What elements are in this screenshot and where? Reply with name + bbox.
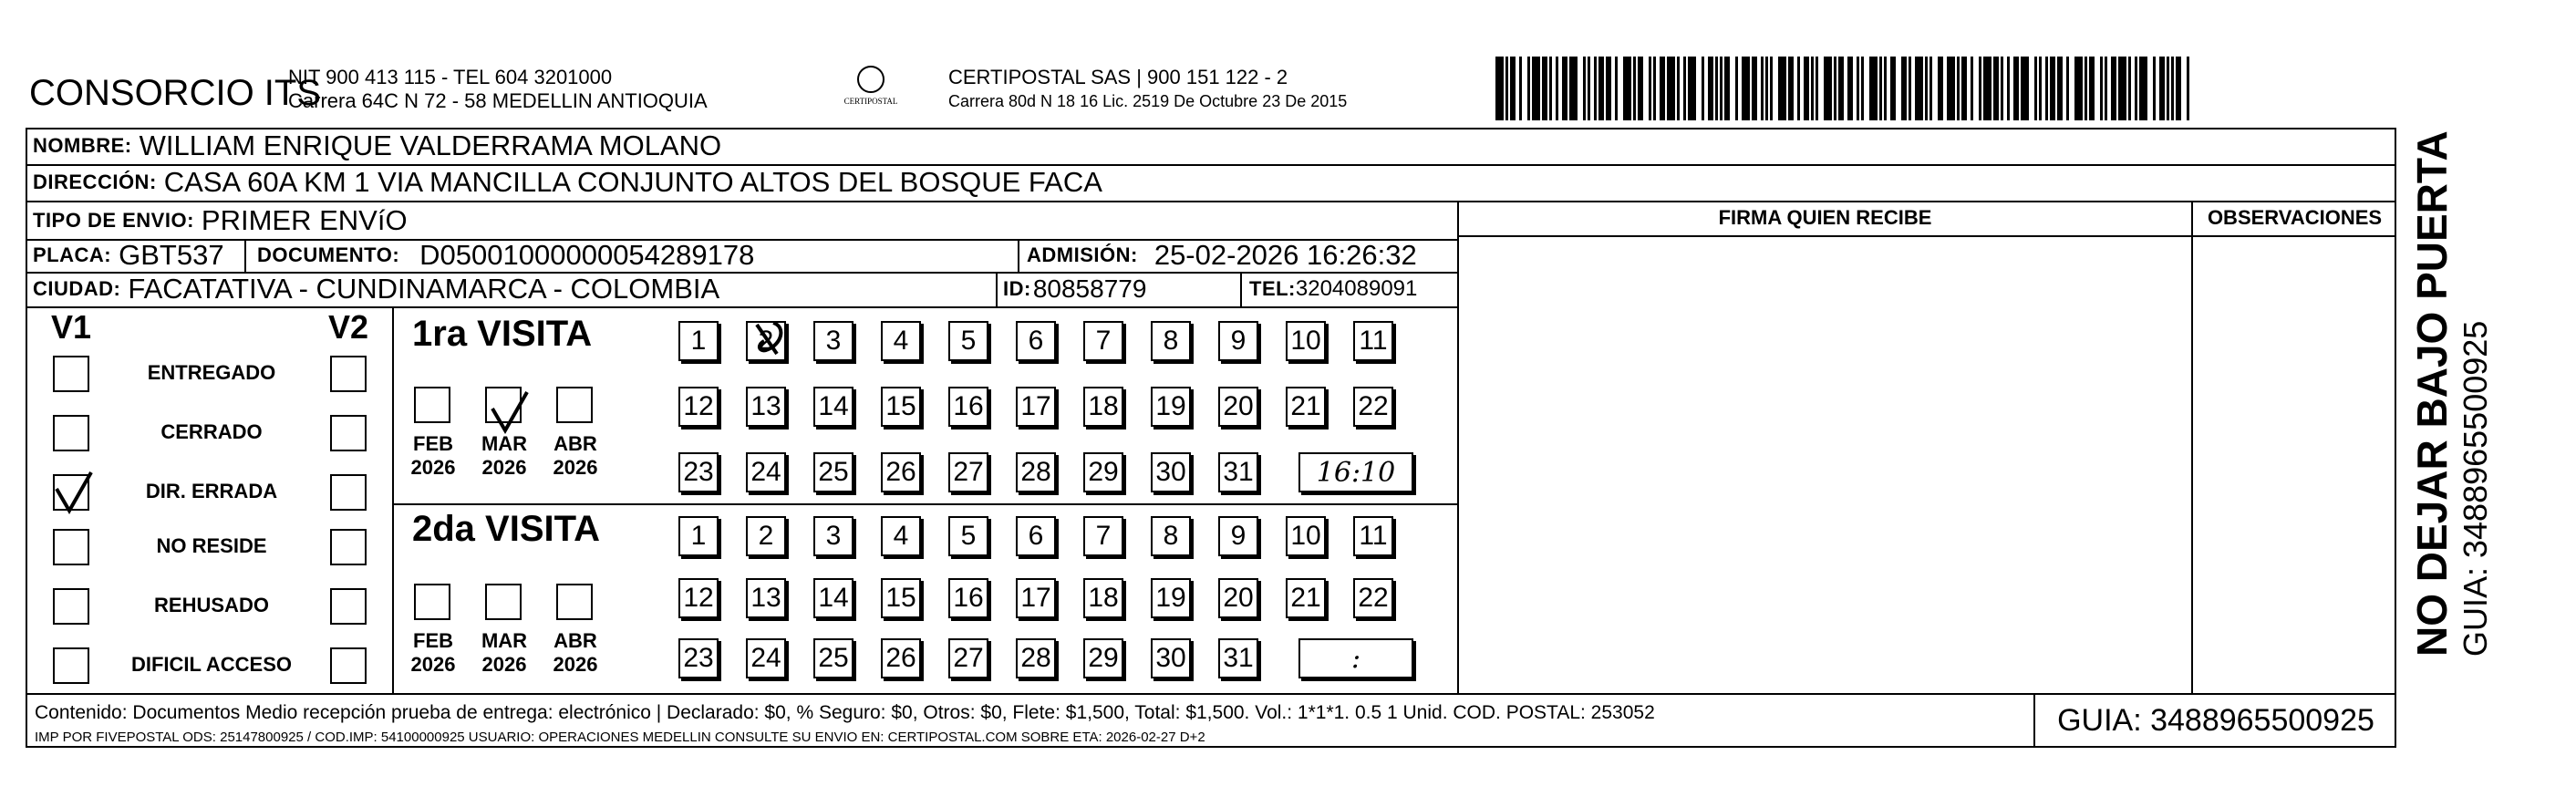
status-label: CERRADO	[160, 420, 263, 443]
day-number: 20	[1223, 391, 1254, 421]
day-number: 22	[1358, 583, 1389, 613]
month-year: 2026	[481, 456, 527, 479]
day-number: 18	[1088, 391, 1119, 421]
month-year: 2026	[553, 456, 598, 479]
day-number: 8	[1163, 521, 1179, 551]
tel-value: 3204089091	[1295, 276, 1418, 301]
v1-checkbox[interactable]	[53, 647, 89, 684]
day-box[interactable]	[813, 516, 853, 556]
day-box[interactable]	[678, 516, 719, 556]
v2-checkbox[interactable]	[330, 415, 367, 451]
month-name: ABR	[553, 432, 597, 455]
company-info	[288, 66, 708, 113]
day-box[interactable]	[1218, 452, 1258, 492]
v2-checkbox[interactable]	[330, 356, 367, 392]
direccion-label: DIRECCIÓN:	[33, 171, 157, 193]
status-label: REHUSADO	[154, 594, 269, 616]
month-label	[472, 629, 536, 677]
day-number: 10	[1290, 326, 1321, 356]
day-box[interactable]	[746, 638, 786, 678]
v1-header: V1	[51, 308, 92, 346]
day-box[interactable]	[813, 578, 853, 618]
v1-checkbox[interactable]	[53, 415, 89, 451]
day-number: 17	[1020, 583, 1051, 613]
day-box[interactable]	[1353, 387, 1393, 427]
day-box[interactable]	[1151, 516, 1191, 556]
day-number: 19	[1155, 583, 1186, 613]
observaciones-header: OBSERVACIONES	[2207, 206, 2383, 229]
id-value: 80858779	[1032, 274, 1147, 303]
day-number: 21	[1290, 583, 1321, 613]
status-label: DIR. ERRADA	[145, 480, 278, 502]
day-box[interactable]	[746, 321, 786, 361]
day-box[interactable]	[746, 452, 786, 492]
v2-header: V2	[328, 308, 369, 346]
certipostal-info	[948, 66, 1347, 113]
day-box[interactable]	[746, 516, 786, 556]
day-box[interactable]	[1083, 387, 1123, 427]
day-box[interactable]	[678, 638, 719, 678]
day-number: 24	[750, 457, 781, 487]
day-number: 19	[1155, 391, 1186, 421]
day-number: 7	[1095, 326, 1112, 356]
day-box[interactable]	[948, 387, 988, 427]
v2-checkbox[interactable]	[330, 474, 367, 511]
day-box[interactable]	[1151, 387, 1191, 427]
tipo-row	[33, 202, 408, 239]
day-number: 29	[1088, 643, 1119, 673]
v1-checkbox[interactable]	[53, 474, 89, 511]
month-year: 2026	[553, 653, 598, 676]
no-dejar-text: NO DEJAR BAJO PUERTA	[2408, 130, 2456, 657]
month-label	[401, 432, 465, 480]
admision-label: ADMISIÓN:	[1027, 243, 1138, 266]
day-number: 13	[750, 583, 781, 613]
day-box[interactable]	[678, 387, 719, 427]
month-checkbox[interactable]	[414, 584, 450, 620]
visit1-title: 1ra VISITA	[412, 314, 593, 354]
day-box[interactable]	[881, 387, 921, 427]
logo-emblem-icon	[857, 66, 885, 93]
day-number: 10	[1290, 521, 1321, 551]
day-box[interactable]	[746, 578, 786, 618]
v2-checkbox[interactable]	[330, 647, 367, 684]
day-number: 3	[825, 521, 842, 551]
ciudad-row	[33, 272, 719, 306]
day-number: 1	[690, 326, 707, 356]
time-box[interactable]	[1298, 452, 1413, 492]
month-label	[401, 629, 465, 677]
day-box[interactable]	[813, 387, 853, 427]
v2-checkbox[interactable]	[330, 529, 367, 565]
day-box[interactable]	[1083, 321, 1123, 361]
direccion-row	[33, 164, 1102, 201]
day-box[interactable]	[1286, 578, 1326, 618]
day-number: 11	[1359, 326, 1388, 356]
month-checkbox[interactable]	[485, 584, 522, 620]
month-year: 2026	[410, 653, 456, 676]
id-row	[1003, 272, 1146, 306]
id-label: ID:	[1003, 277, 1031, 300]
day-number: 21	[1290, 391, 1321, 421]
footer-content: Contenido: Documentos Medio recepción prueba de entrega: electrónico | Declarado: $0, % Seguro: $0, Otros: $0, Flete: $1,500, Total: $1,500. Vol.: 1*1*1. 0.5 1 Unid. COD. POSTAL: 253052	[35, 702, 1655, 723]
day-box[interactable]	[1286, 321, 1326, 361]
day-number: 28	[1020, 457, 1051, 487]
admision-value: 25-02-2026 16:26:32	[1154, 239, 1417, 271]
day-number: 24	[750, 643, 781, 673]
company-name: CONSORCIO ITS	[29, 73, 322, 113]
day-box[interactable]	[678, 578, 719, 618]
month-name: ABR	[553, 629, 597, 652]
day-box[interactable]	[1016, 638, 1056, 678]
certipostal-logo	[839, 66, 903, 117]
status-label: NO RESIDE	[156, 534, 267, 557]
day-box[interactable]	[1083, 452, 1123, 492]
side-notice	[2407, 130, 2495, 657]
time-value: :	[1350, 642, 1361, 675]
day-box[interactable]	[1083, 516, 1123, 556]
day-number: 29	[1088, 457, 1119, 487]
observaciones-area[interactable]	[2193, 237, 2396, 693]
day-box[interactable]	[1218, 387, 1258, 427]
direccion-value: CASA 60A KM 1 VIA MANCILLA CONJUNTO ALTOS DEL BOSQUE FACA	[163, 166, 1102, 198]
day-number: 22	[1358, 391, 1389, 421]
logo-text: CERTIPOSTAL	[843, 97, 898, 106]
day-number: 15	[885, 391, 916, 421]
month-name: MAR	[481, 432, 528, 455]
day-number: 2	[758, 521, 774, 551]
day-number: 16	[953, 583, 984, 613]
day-number: 20	[1223, 583, 1254, 613]
day-box[interactable]	[948, 578, 988, 618]
nombre-row	[33, 128, 721, 164]
day-number: 27	[953, 457, 984, 487]
day-number: 13	[750, 391, 781, 421]
day-box[interactable]	[1218, 321, 1258, 361]
day-box[interactable]	[881, 321, 921, 361]
month-label	[472, 432, 536, 480]
day-box[interactable]	[813, 638, 853, 678]
day-box[interactable]	[1016, 578, 1056, 618]
day-number: 28	[1020, 643, 1051, 673]
side-guia-text: GUIA: 3488965500925	[2457, 320, 2494, 657]
day-number: 16	[953, 391, 984, 421]
day-number: 1	[690, 521, 707, 551]
barcode-icon	[1495, 57, 2198, 120]
tipo-value: PRIMER ENVíO	[201, 204, 408, 236]
day-box[interactable]	[1286, 387, 1326, 427]
day-box[interactable]	[1218, 516, 1258, 556]
placa-value: GBT537	[119, 239, 224, 271]
day-number: 7	[1095, 521, 1112, 551]
nombre-value: WILLIAM ENRIQUE VALDERRAMA MOLANO	[139, 129, 722, 161]
documento-row	[257, 239, 754, 272]
placa-row	[33, 239, 224, 272]
day-number: 25	[818, 457, 849, 487]
day-box[interactable]	[1218, 578, 1258, 618]
day-number: 25	[818, 643, 849, 673]
day-box[interactable]	[881, 638, 921, 678]
status-label: DIFICIL ACCESO	[130, 653, 292, 676]
day-number: 6	[1028, 326, 1044, 356]
month-name: FEB	[413, 629, 453, 652]
day-box[interactable]	[1353, 578, 1393, 618]
day-box[interactable]	[1083, 578, 1123, 618]
day-box[interactable]	[1016, 516, 1056, 556]
day-box[interactable]	[1016, 321, 1056, 361]
day-number: 17	[1020, 391, 1051, 421]
day-box[interactable]	[948, 321, 988, 361]
time-box[interactable]	[1298, 638, 1413, 678]
day-box[interactable]	[678, 452, 719, 492]
day-box[interactable]	[813, 452, 853, 492]
month-year: 2026	[481, 653, 527, 676]
month-checkbox[interactable]	[414, 387, 450, 423]
nit-line: NIT 900 413 115 - TEL 604 3201000	[288, 66, 613, 88]
day-number: 5	[960, 326, 977, 356]
day-box[interactable]	[1151, 638, 1191, 678]
day-number: 14	[818, 391, 849, 421]
day-box[interactable]	[881, 516, 921, 556]
day-box[interactable]	[948, 452, 988, 492]
day-box[interactable]	[1353, 516, 1393, 556]
signature-area[interactable]	[1459, 237, 2191, 693]
ciudad-label: CIUDAD:	[33, 277, 121, 300]
day-box[interactable]	[1151, 321, 1191, 361]
day-number: 8	[1163, 326, 1179, 356]
day-box[interactable]	[881, 578, 921, 618]
admision-row	[1027, 239, 1417, 272]
month-checkbox[interactable]	[485, 387, 522, 423]
v2-checkbox[interactable]	[330, 588, 367, 625]
mark-icon	[746, 317, 793, 372]
month-year: 2026	[410, 456, 456, 479]
time-value: 16:10	[1316, 456, 1396, 489]
month-label	[543, 432, 607, 480]
day-number: 30	[1155, 457, 1186, 487]
day-number: 31	[1223, 643, 1254, 673]
documento-value: D05001000000054289178	[419, 239, 755, 271]
day-number: 9	[1230, 521, 1247, 551]
day-number: 23	[683, 457, 714, 487]
tel-label: TEL:	[1249, 277, 1296, 300]
day-number: 12	[683, 583, 714, 613]
certi-line1: CERTIPOSTAL SAS | 900 151 122 - 2	[948, 66, 1288, 88]
day-box[interactable]	[813, 321, 853, 361]
v1-checkbox[interactable]	[53, 356, 89, 392]
firma-header: FIRMA QUIEN RECIBE	[1718, 206, 1932, 229]
day-box[interactable]	[1016, 387, 1056, 427]
certi-line2: Carrera 80d N 18 16 Lic. 2519 De Octubre 23 De 2015	[948, 92, 1348, 110]
footer-imp: IMP POR FIVEPOSTAL ODS: 25147800925 / COD.IMP: 54100000925 USUARIO: OPERACIONES MEDELLIN CONSULTE SU ENVIO EN: CERTIPOSTAL.COM SOBRE ETA: 2026-02-27 D+2	[35, 730, 1205, 745]
status-label: ENTREGADO	[147, 361, 276, 384]
nombre-label: NOMBRE:	[33, 134, 132, 157]
day-number: 9	[1230, 326, 1247, 356]
day-number: 12	[683, 391, 714, 421]
day-number: 3	[825, 326, 842, 356]
month-name: FEB	[413, 432, 453, 455]
day-box[interactable]	[1151, 452, 1191, 492]
day-box[interactable]	[1286, 516, 1326, 556]
day-number: 18	[1088, 583, 1119, 613]
month-name: MAR	[481, 629, 528, 652]
day-box[interactable]	[1151, 578, 1191, 618]
month-label	[543, 629, 607, 677]
documento-label: DOCUMENTO:	[257, 243, 400, 266]
day-number: 26	[885, 457, 916, 487]
ciudad-value: FACATATIVA - CUNDINAMARCA - COLOMBIA	[128, 273, 720, 305]
day-number: 14	[818, 583, 849, 613]
day-number: 26	[885, 643, 916, 673]
day-number: 11	[1359, 521, 1388, 551]
day-box[interactable]	[678, 321, 719, 361]
address-line: Carrera 64C N 72 - 58 MEDELLIN ANTIOQUIA	[288, 89, 708, 112]
tipo-label: TIPO DE ENVIO:	[33, 209, 194, 232]
guia-number: GUIA: 3488965500925	[2033, 693, 2396, 748]
day-number: 2	[758, 326, 774, 356]
day-number: 4	[893, 326, 909, 356]
month-checkbox[interactable]	[556, 584, 593, 620]
day-box[interactable]	[1083, 638, 1123, 678]
v1-checkbox[interactable]	[53, 529, 89, 565]
day-box[interactable]	[1353, 321, 1393, 361]
v1-checkbox[interactable]	[53, 588, 89, 625]
month-checkbox[interactable]	[556, 387, 593, 423]
visit2-title: 2da VISITA	[412, 509, 600, 549]
day-box[interactable]	[881, 452, 921, 492]
day-number: 5	[960, 521, 977, 551]
day-box[interactable]	[746, 387, 786, 427]
day-number: 30	[1155, 643, 1186, 673]
day-number: 23	[683, 643, 714, 673]
day-box[interactable]	[948, 638, 988, 678]
day-number: 27	[953, 643, 984, 673]
day-number: 31	[1223, 457, 1254, 487]
day-box[interactable]	[1016, 452, 1056, 492]
day-number: 6	[1028, 521, 1044, 551]
day-number: 4	[893, 521, 909, 551]
day-box[interactable]	[948, 516, 988, 556]
day-box[interactable]	[1218, 638, 1258, 678]
day-number: 15	[885, 583, 916, 613]
placa-label: PLACA:	[33, 243, 112, 266]
tel-row	[1249, 272, 1417, 306]
